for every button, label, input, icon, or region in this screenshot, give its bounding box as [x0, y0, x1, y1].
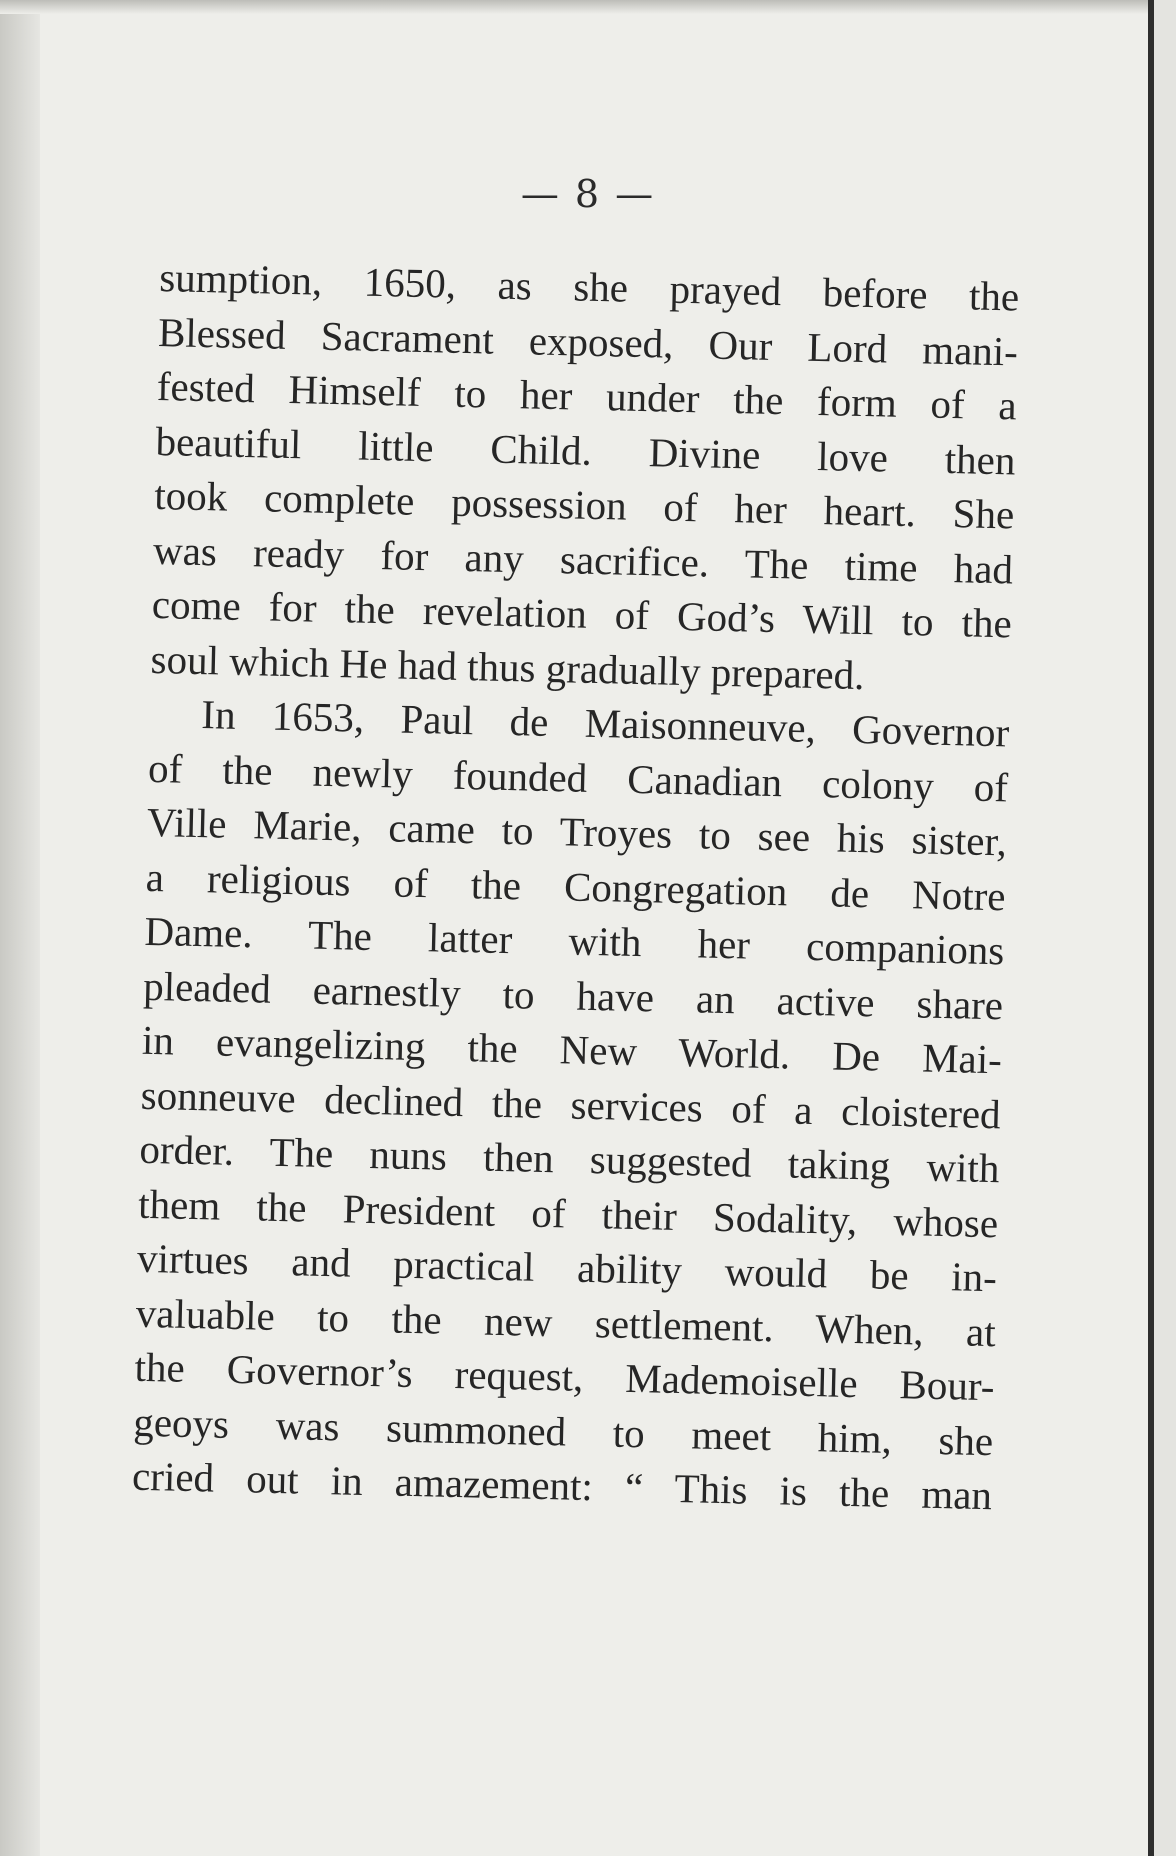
- page-number: — 8 —: [520, 172, 656, 216]
- text-line: Dame. The latter with her companions: [144, 907, 1005, 974]
- page-left-edge: [0, 0, 40, 1856]
- text-line: sumption, 1650, as she prayed before the: [158, 253, 1020, 320]
- text-line: of the newly founded Canadian colony of: [147, 744, 1009, 810]
- text-line: Ville Marie, came to Troyes to see his sister,: [146, 798, 1008, 865]
- text-line: the Governor’s request, Mademoiselle Bour-: [134, 1343, 995, 1410]
- text-line: order. The nuns then suggested taking with: [139, 1125, 1000, 1192]
- text-line: pleaded earnestly to have an active share: [142, 962, 1004, 1028]
- text-line: sonneuve declined the services of a cloistered: [140, 1071, 1002, 1137]
- text-line: in evangelizing the New World. De Mai-: [141, 1016, 1003, 1083]
- text-line: valuable to the new settlement. When, at: [135, 1289, 997, 1355]
- text-line: a religious of the Congregation de Notre: [145, 853, 1007, 919]
- text-line: virtues and practical ability would be in-: [136, 1234, 998, 1301]
- text-line: geoys was summoned to meet him, she: [132, 1398, 994, 1464]
- text-line: In 1653, Paul de Maisonneuve, Governor: [200, 691, 1010, 756]
- body-text: [132, 250, 1020, 1523]
- text-line: took complete possession of her heart. She: [153, 471, 1015, 538]
- adjacent-page-strip: [1154, 0, 1176, 1856]
- page-top-shadow: [0, 0, 1176, 14]
- text-line: was ready for any sacrifice. The time had: [152, 526, 1014, 592]
- text-line: them the President of their Sodality, whose: [137, 1180, 999, 1246]
- text-line: cried out in amazement: “ This is the man: [131, 1452, 993, 1519]
- text-line: Blessed Sacrament exposed, Our Lord mani-: [157, 308, 1019, 374]
- text-line: come for the revelation of God’s Will to the: [151, 580, 1013, 647]
- text-line: beautiful little Child. Divine love then: [155, 417, 1016, 483]
- text-line: fested Himself to her under the form of a: [156, 362, 1018, 429]
- text-line: soul which He had thus gradually prepared.: [150, 635, 865, 698]
